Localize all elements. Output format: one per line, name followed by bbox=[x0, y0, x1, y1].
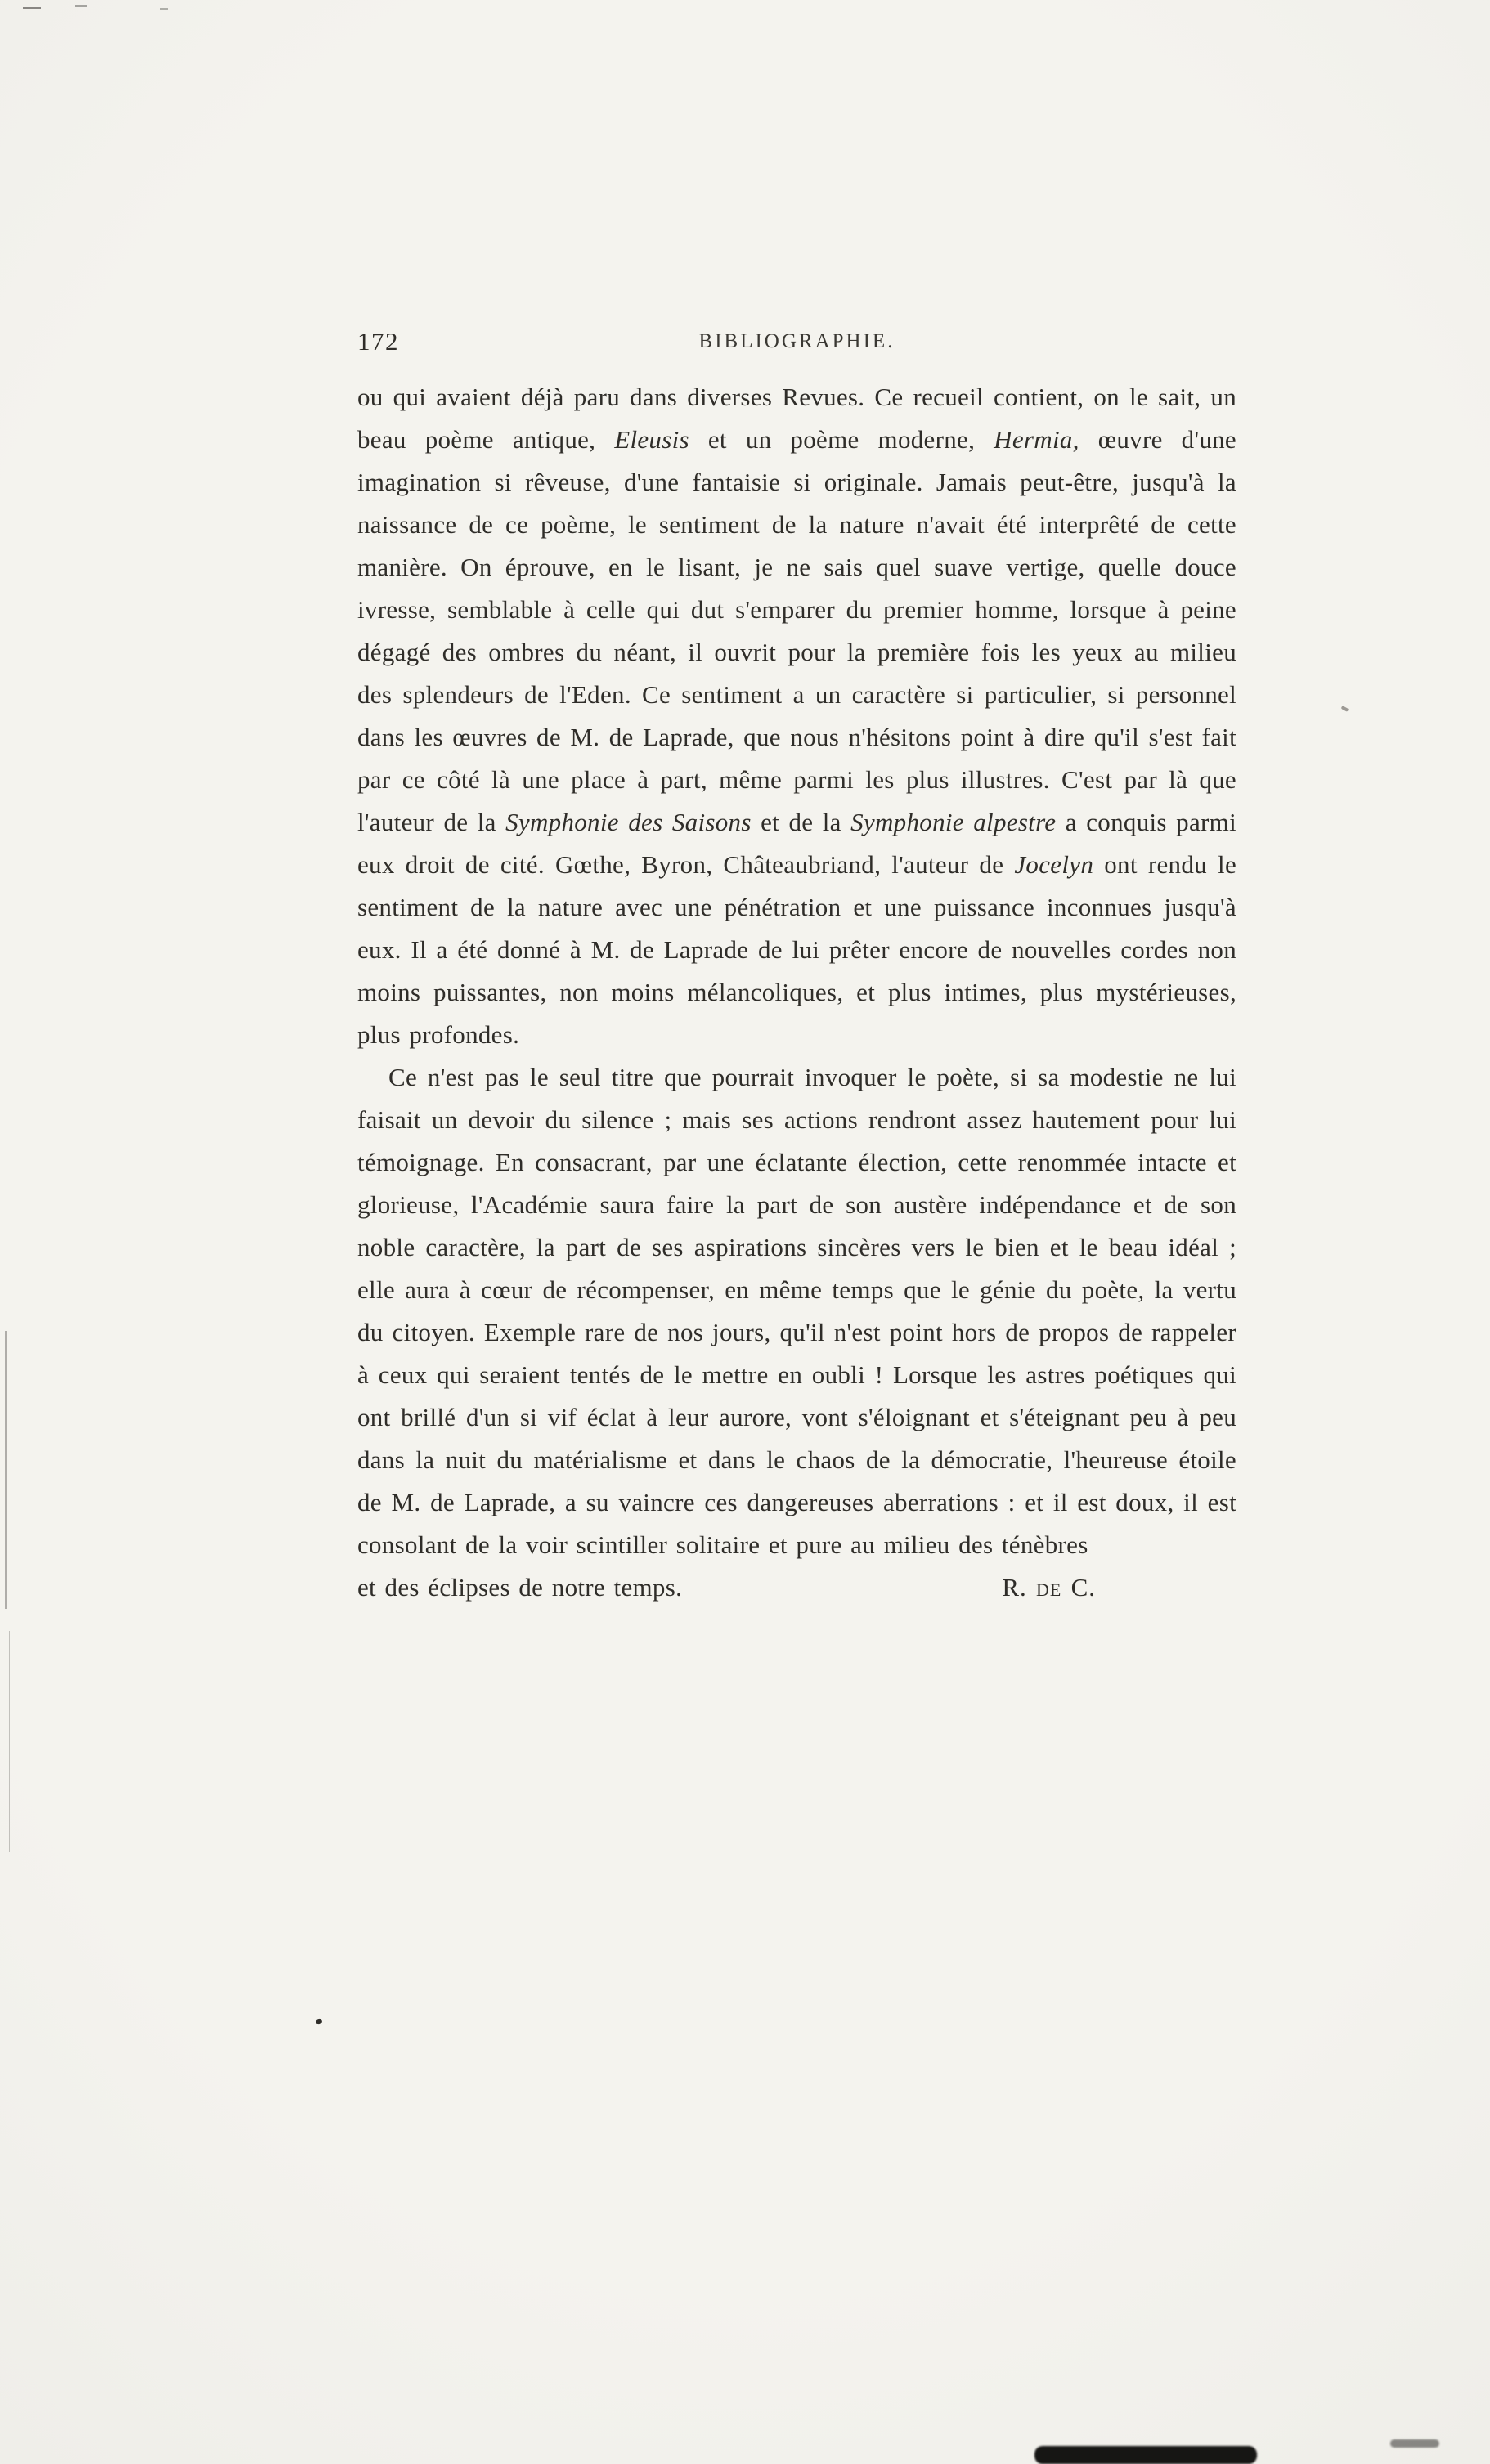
page-number: 172 bbox=[357, 327, 399, 356]
text-segment: ou qui avaient déjà paru dans diverses Revues. Ce recueil contient, on le sait, un beau poème antique, bbox=[357, 383, 1236, 454]
text-segment: et un poème moderne, bbox=[689, 425, 994, 454]
closing-line bbox=[357, 1566, 1236, 1609]
italic-text-segment: Eleusis bbox=[614, 425, 689, 454]
running-header-title: BIBLIOGRAPHIE. bbox=[698, 330, 895, 352]
paragraph bbox=[357, 1056, 1236, 1566]
italic-text-segment: Hermia, bbox=[994, 425, 1079, 454]
text-segment: Ce n'est pas le seul titre que pourrait invoquer le poète, si sa modestie ne lui faisait un devoir du silence ; mais ses actions rendront assez hautement pour lui témoignage. En consacrant, par une éclatante élection, cette renommée intacte et glorieuse, l'Académie saura faire la part de son austère indépendance et de son noble caractère, la part de ses aspirations sincères vers le bien et le beau idéal ; elle aura à cœur de récompenser, en même temps que le génie du poète, la vertu du citoyen. Exemple rare de nos jours, qu'il n'est point hors de propos de rappeler à ceux qui seraient tentés de le mettre en oubli ! Lorsque les astres poétiques qui ont brillé d'un si vif éclat à leur aurore, vont s'éloignant et s'éteignant peu à peu dans la nuit du matérialisme et dans le chaos de la démocratie, l'heureuse étoile de M. de Laprade, a su vaincre ces dangereuses aberrations : et il est doux, il est consolant de la voir scintiller solitaire et pure au milieu des ténèbres bbox=[357, 1063, 1236, 1559]
text-segment: et de la bbox=[751, 808, 851, 836]
page bbox=[357, 325, 1236, 1609]
text-segment: ont rendu le sentiment de la nature avec une pénétration et une puissance inconnues jusqu'à eux. Il a été donné à M. de Laprade de lui prêter encore de nouvelles cordes non moins puissantes, non moins mélancoliques, et plus intimes, plus mystérieuses, plus profondes. bbox=[357, 850, 1237, 1049]
text-block bbox=[357, 376, 1236, 1609]
paragraphs bbox=[357, 376, 1236, 1566]
italic-text-segment: Symphonie alpestre bbox=[850, 808, 1057, 836]
italic-text-segment: Jocelyn bbox=[1014, 850, 1094, 879]
closing-text: et des éclipses de notre temps. bbox=[357, 1573, 683, 1602]
text-segment: a conquis parmi eux droit de cité. Gœthe, Byron, Châteaubriand, l'auteur de bbox=[357, 808, 1236, 879]
author-signature: R. de C. bbox=[1002, 1573, 1096, 1602]
text-segment: œuvre d'une imagination si rêveuse, d'une fantaisie si originale. Jamais peut-être, jusqu'à la naissance de ce poème, le sentiment de la nature n'avait été interprêté de cette manière. On éprouve, en le lisant, je ne sais quel suave vertige, quelle douce ivresse, semblable à celle qui dut s'emparer du premier homme, lorsque à peine dégagé des ombres du néant, il ouvrit pour la première fois les yeux au milieu des splendeurs de l'Eden. Ce sentiment a un caractère si particulier, si personnel dans les œuvres de M. de Laprade, que nous n'hésitons point à dire qu'il s'est fait par ce côté là une place à part, même parmi les plus illustres. C'est par là que l'auteur de la bbox=[357, 425, 1236, 836]
page-header bbox=[357, 325, 1236, 363]
italic-text-segment: Symphonie des Saisons bbox=[505, 808, 752, 836]
paragraph bbox=[357, 376, 1236, 1056]
